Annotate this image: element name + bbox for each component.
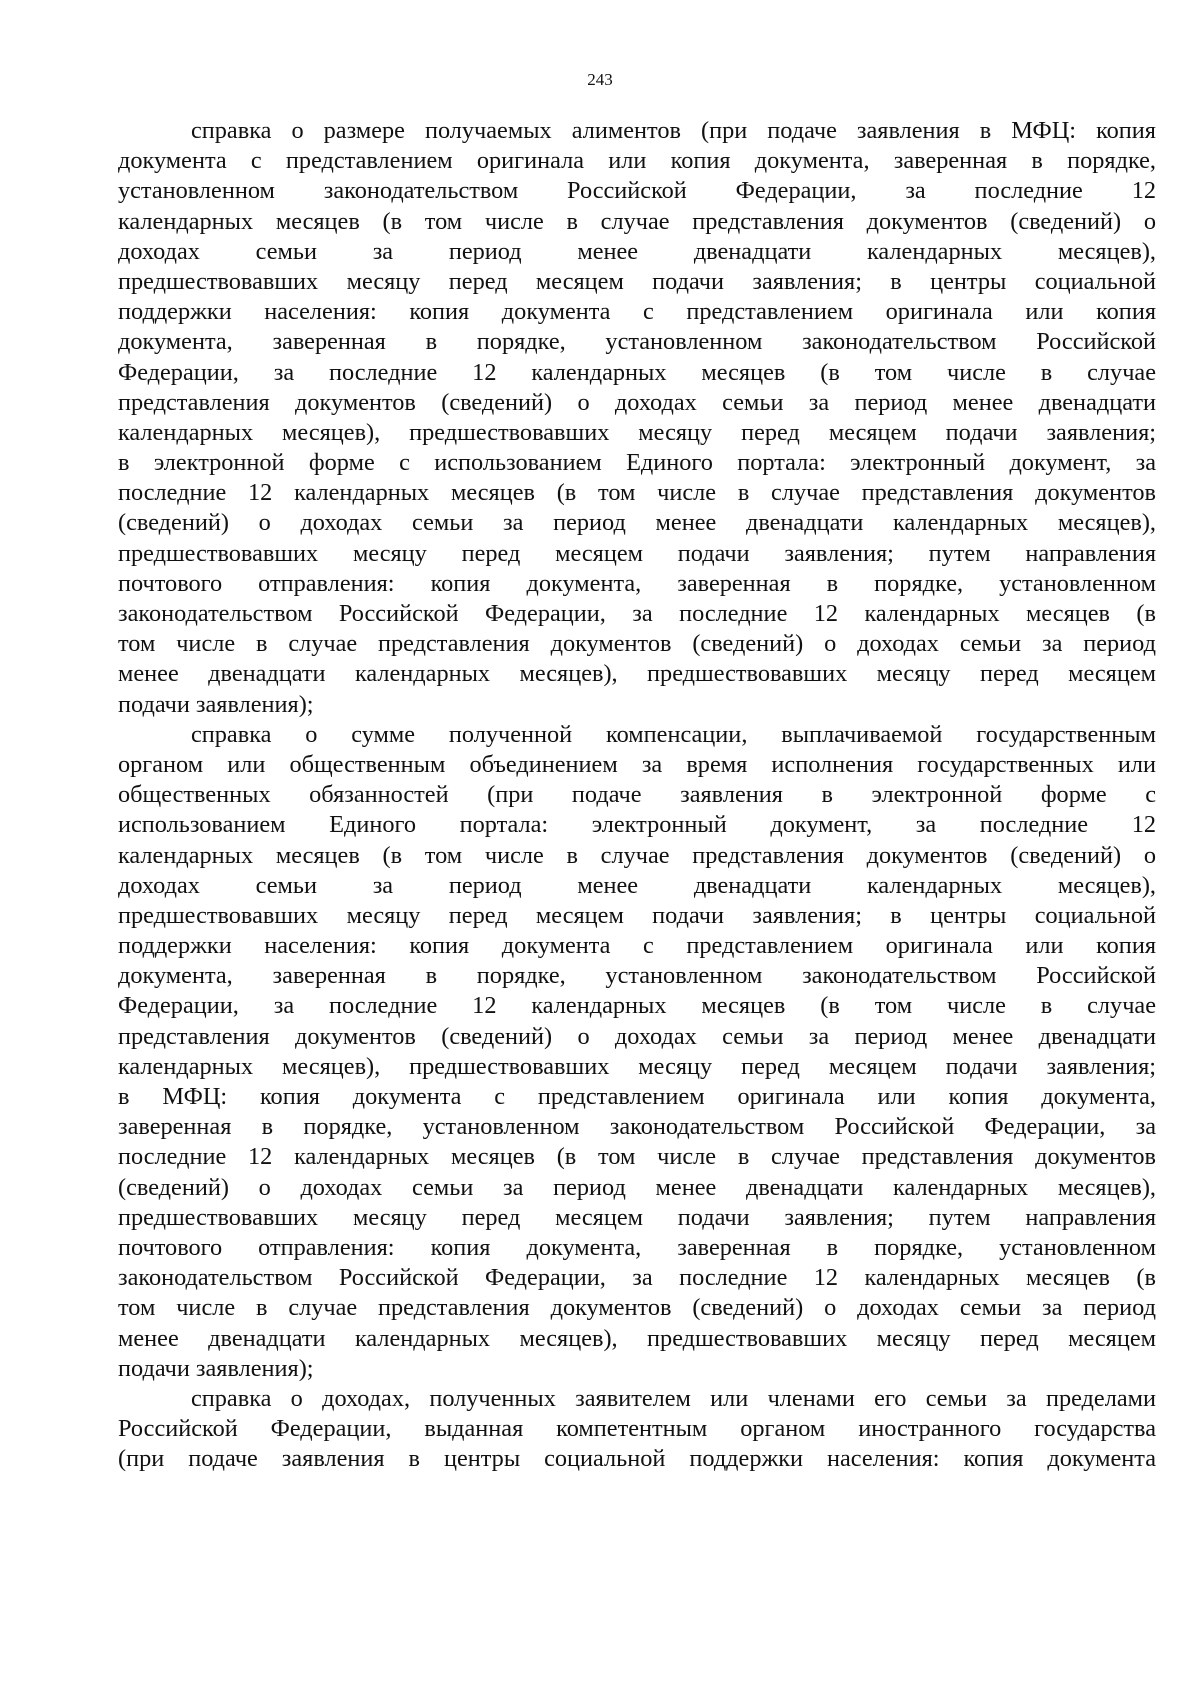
- text-line: том числе в случае представления документов (сведений) о доходах семьи за период: [118, 630, 1156, 658]
- text-line: представления документов (сведений) о доходах семьи за период менее двенадцати: [118, 388, 1156, 416]
- text-line: (сведений) о доходах семьи за период менее двенадцати календарных месяцев),: [118, 509, 1156, 537]
- text-line: менее двенадцати календарных месяцев), предшествовавших месяцу перед месяцем: [118, 660, 1156, 688]
- text-line: доходах семьи за период менее двенадцати календарных месяцев),: [118, 871, 1156, 899]
- text-line: (при подаче заявления в центры социальной поддержки населения: копия документа: [118, 1445, 1156, 1473]
- text-line: документа, заверенная в порядке, установленном законодательством Российской: [118, 328, 1156, 356]
- text-line: подачи заявления);: [118, 1354, 314, 1382]
- text-line: заверенная в порядке, установленном законодательством Российской Федерации, за: [118, 1113, 1156, 1141]
- text-line: Российской Федерации, выданная компетентным органом иностранного государства: [118, 1415, 1156, 1443]
- text-line: органом или общественным объединением за время исполнения государственных или: [118, 750, 1156, 778]
- text-line: документа, заверенная в порядке, установленном законодательством Российской: [118, 962, 1156, 990]
- text-line: доходах семьи за период менее двенадцати календарных месяцев),: [118, 237, 1156, 265]
- text-line: календарных месяцев (в том числе в случае представления документов (сведений) о: [118, 207, 1156, 235]
- text-line: предшествовавших месяцу перед месяцем подачи заявления; путем направления: [118, 539, 1156, 567]
- text-line: справка о размере получаемых алиментов (при подаче заявления в МФЦ: копия: [191, 117, 1156, 144]
- text-line: представления документов (сведений) о доходах семьи за период менее двенадцати: [118, 1022, 1156, 1050]
- text-line: документа с представлением оригинала или копия документа, заверенная в порядке,: [118, 147, 1156, 175]
- text-line: предшествовавших месяцу перед месяцем подачи заявления; в центры социальной: [118, 901, 1156, 929]
- text-line: предшествовавших месяцу перед месяцем подачи заявления; в центры социальной: [118, 267, 1156, 295]
- text-line: менее двенадцати календарных месяцев), предшествовавших месяцу перед месяцем: [118, 1324, 1156, 1352]
- text-line: законодательством Российской Федерации, за последние 12 календарных месяцев (в: [118, 1264, 1156, 1292]
- text-line: поддержки населения: копия документа с представлением оригинала или копия: [118, 932, 1156, 960]
- text-line: справка о доходах, полученных заявителем или членами его семьи за пределами: [191, 1384, 1156, 1412]
- text-line: календарных месяцев), предшествовавших месяцу перед месяцем подачи заявления;: [118, 418, 1156, 446]
- text-line: справка о сумме полученной компенсации, выплачиваемой государственным: [191, 720, 1156, 748]
- text-line: почтового отправления: копия документа, заверенная в порядке, установленном: [118, 1233, 1156, 1261]
- text-line: Федерации, за последние 12 календарных месяцев (в том числе в случае: [118, 992, 1156, 1020]
- text-line: предшествовавших месяцу перед месяцем подачи заявления; путем направления: [118, 1203, 1156, 1231]
- text-line: подачи заявления);: [118, 690, 314, 718]
- text-line: в МФЦ: копия документа с представлением оригинала или копия документа,: [118, 1083, 1156, 1110]
- text-line: общественных обязанностей (при подаче заявления в электронной форме с: [118, 781, 1156, 809]
- text-line: законодательством Российской Федерации, за последние 12 календарных месяцев (в: [118, 600, 1156, 627]
- text-line: в электронной форме с использованием Единого портала: электронный документ, за: [118, 449, 1156, 477]
- text-line: почтового отправления: копия документа, заверенная в порядке, установленном: [118, 569, 1156, 597]
- text-line: том числе в случае представления документов (сведений) о доходах семьи за период: [118, 1294, 1156, 1322]
- page-number: 243: [587, 70, 613, 89]
- text-line: использованием Единого портала: электронный документ, за последние 12: [118, 811, 1156, 839]
- text-line: календарных месяцев), предшествовавших месяцу перед месяцем подачи заявления;: [118, 1052, 1156, 1080]
- text-line: последние 12 календарных месяцев (в том числе в случае представления документов: [118, 479, 1156, 507]
- text-line: (сведений) о доходах семьи за период менее двенадцати календарных месяцев),: [118, 1173, 1156, 1201]
- text-line: установленном законодательством Российской Федерации, за последние 12: [118, 177, 1156, 205]
- text-line: поддержки населения: копия документа с представлением оригинала или копия: [118, 298, 1156, 326]
- text-line: последние 12 календарных месяцев (в том числе в случае представления документов: [118, 1143, 1156, 1171]
- text-line: календарных месяцев (в том числе в случае представления документов (сведений) о: [118, 841, 1156, 869]
- text-line: Федерации, за последние 12 календарных месяцев (в том числе в случае: [118, 358, 1156, 386]
- document-body: [118, 116, 1156, 1474]
